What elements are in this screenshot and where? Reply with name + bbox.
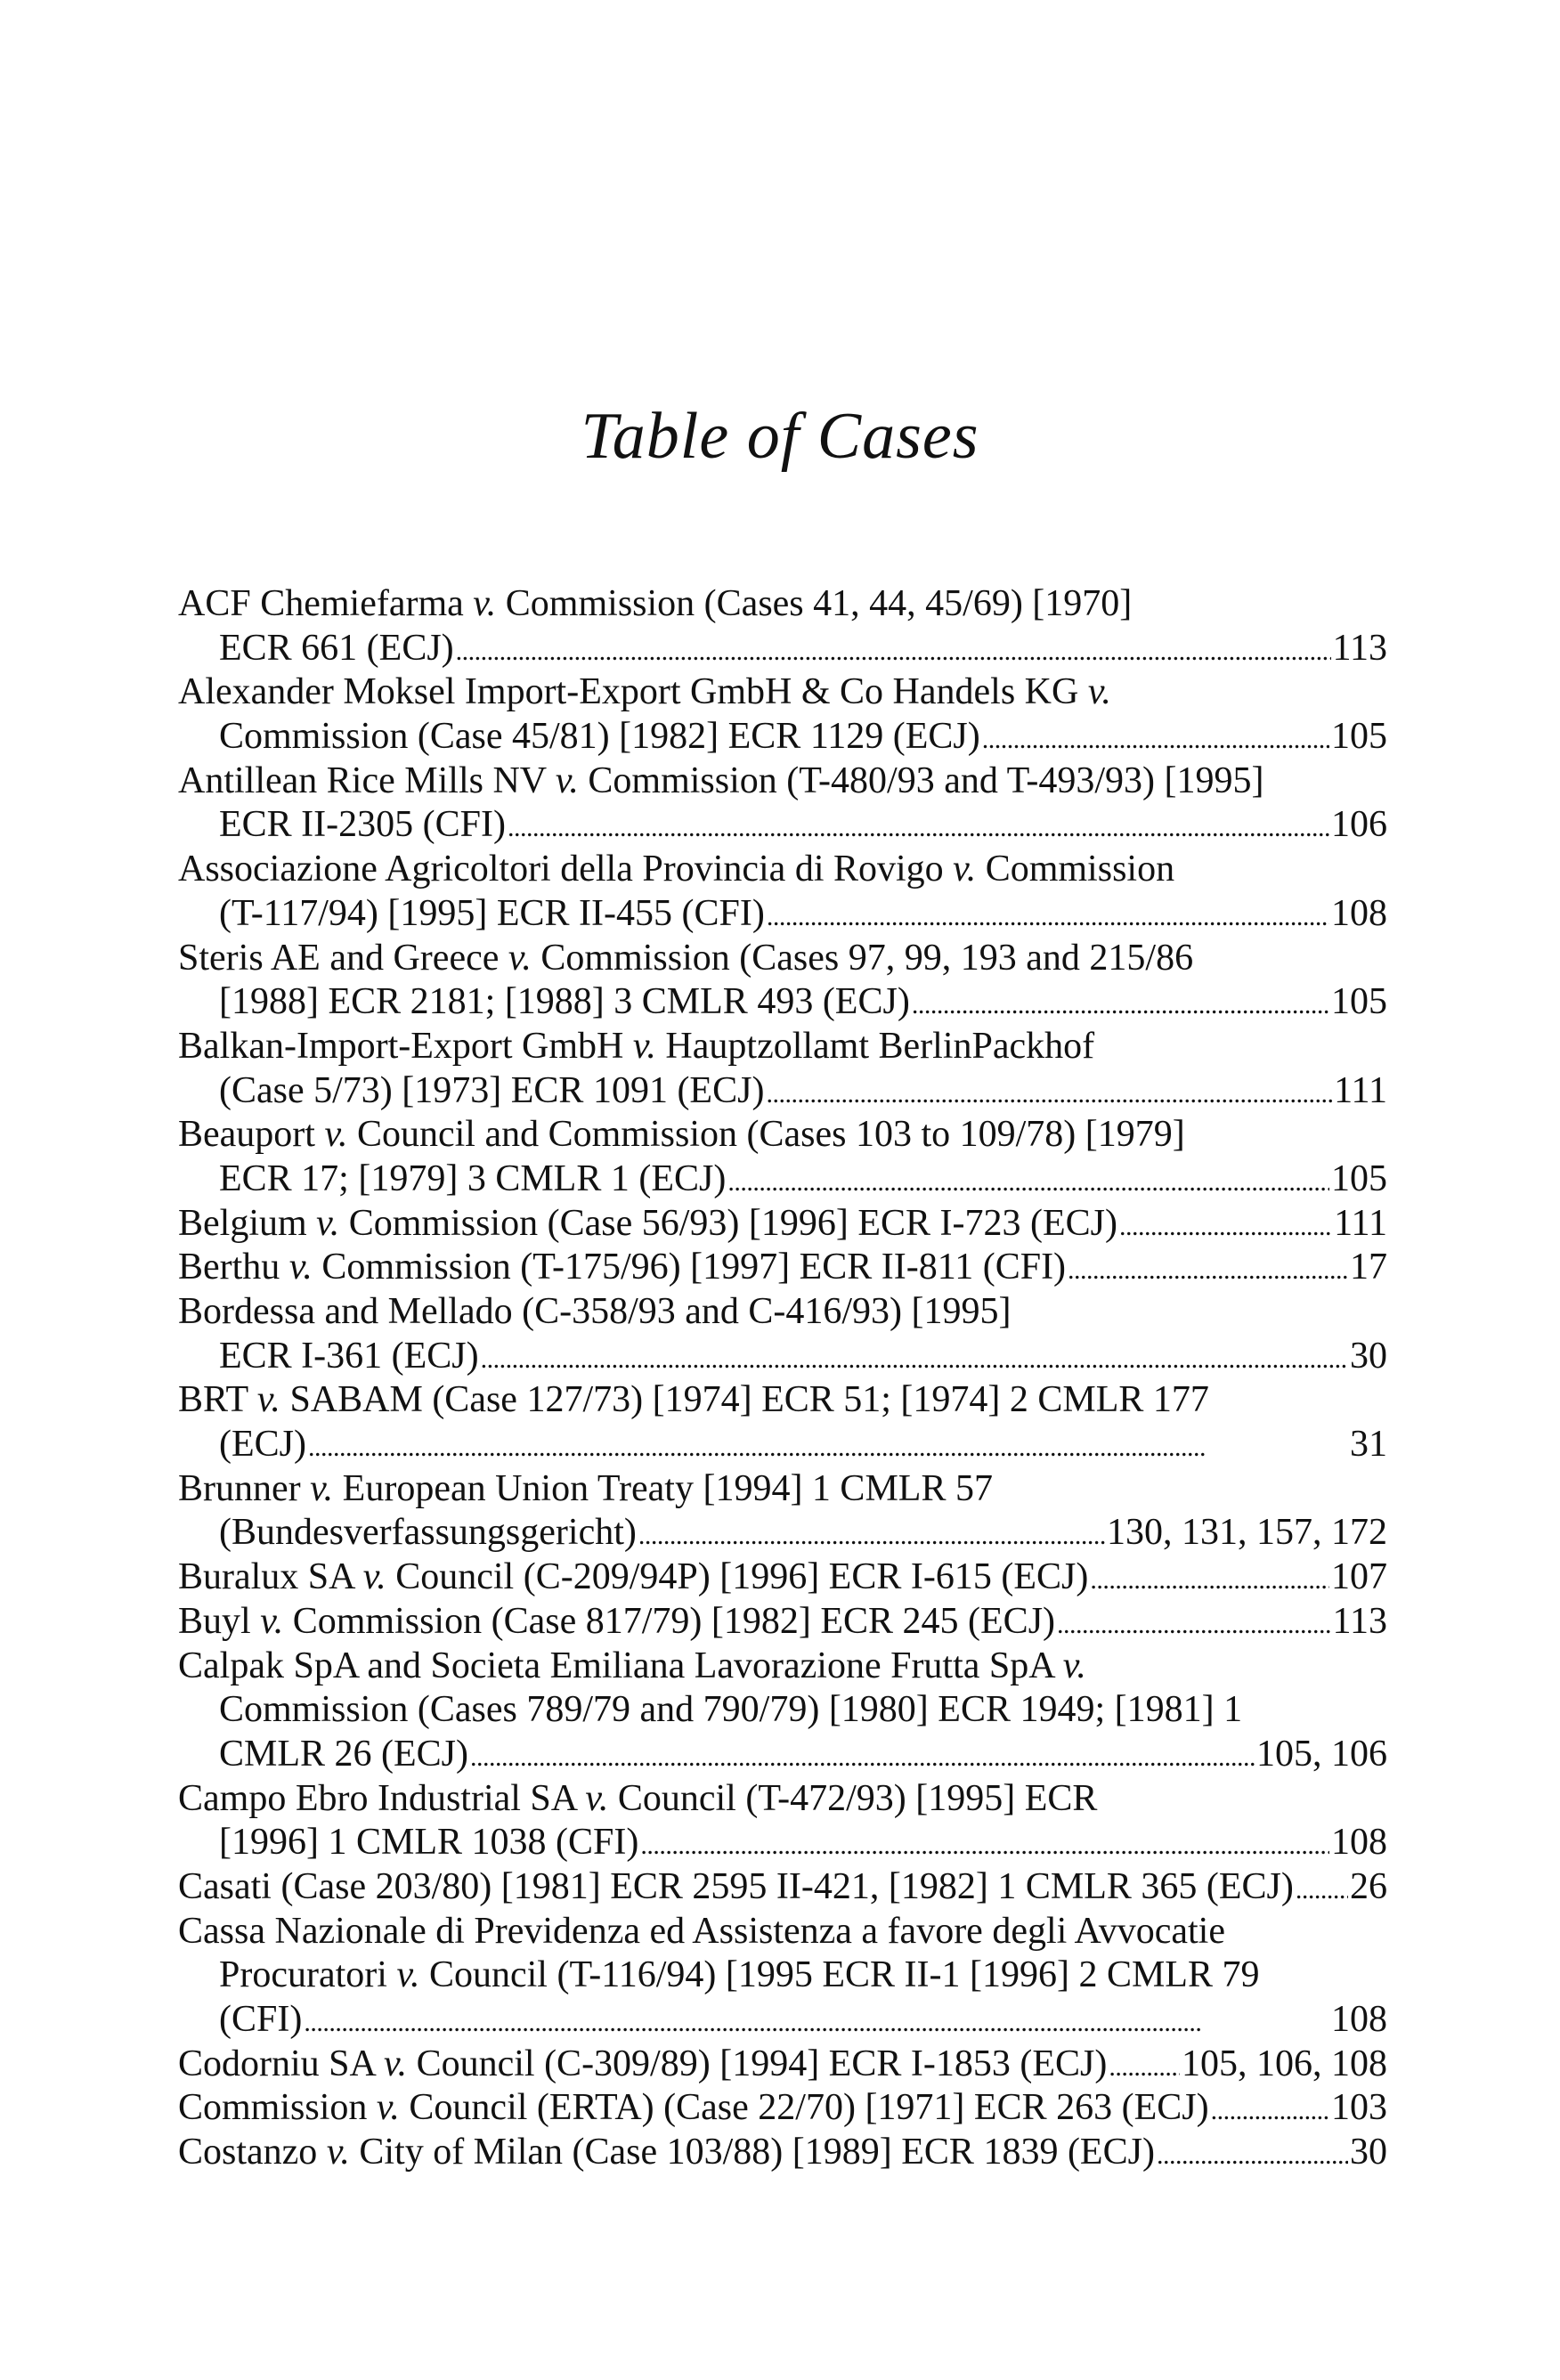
case-citation-text: (ECJ) bbox=[219, 1424, 306, 1466]
case-entry-continuation-line bbox=[178, 1335, 1387, 1379]
case-citation-text: Brunner v. European Union Treaty [1994] 1 CMLR 57 bbox=[178, 1467, 993, 1509]
case-citation-text: Berthu v. Commission (T-175/96) [1997] ECR II-811 (CFI) bbox=[178, 1247, 1067, 1288]
case-entry bbox=[178, 582, 1387, 670]
dot-leader bbox=[638, 1511, 1105, 1556]
case-entry-first-line bbox=[178, 1556, 1387, 1600]
dot-leader bbox=[304, 1998, 1329, 2043]
case-entry bbox=[178, 2043, 1387, 2087]
case-citation-text: Buralux SA v. Council (C-209/94P) [1996] ECR I-615 (ECJ) bbox=[178, 1556, 1089, 1598]
page-reference: 111 bbox=[1334, 1069, 1387, 1111]
dot-leader bbox=[456, 627, 1331, 671]
case-citation-text: Commission (Case 45/81) [1982] ECR 1129 (ECJ) bbox=[219, 716, 980, 758]
case-entry-first-line bbox=[178, 1865, 1387, 1910]
dot-leader bbox=[508, 803, 1329, 848]
case-entry bbox=[178, 1910, 1387, 2043]
case-entry-first-line bbox=[178, 1645, 1387, 1689]
dot-leader bbox=[912, 980, 1329, 1025]
page-reference: 17 bbox=[1350, 1247, 1387, 1288]
page-reference: 130, 131, 157, 172 bbox=[1107, 1512, 1387, 1554]
case-entry-first-line bbox=[178, 1202, 1387, 1247]
dot-leader bbox=[1109, 2043, 1180, 2087]
page-reference: 105, 106 bbox=[1256, 1733, 1387, 1775]
case-citation-text: Steris AE and Greece v. Commission (Cases 97, 99, 193 and 215/86 bbox=[178, 937, 1194, 979]
case-citation-text: Associazione Agricoltori della Provincia di Rovigo v. Commission bbox=[178, 849, 1175, 890]
case-citation-text: Alexander Moksel Import-Export GmbH & Co Handels KG v. bbox=[178, 671, 1111, 713]
case-entry bbox=[178, 2086, 1387, 2131]
dot-leader bbox=[1068, 1246, 1348, 1290]
case-entry-first-line bbox=[178, 582, 1387, 627]
case-citation-text: Costanzo v. City of Milan (Case 103/88) [1989] ECR 1839 (ECJ) bbox=[178, 2132, 1155, 2173]
case-entry-first-line bbox=[178, 1290, 1387, 1335]
page-reference: 105 bbox=[1331, 981, 1387, 1023]
case-entry bbox=[178, 1202, 1387, 1247]
case-citation-text: Bordessa and Mellado (C-358/93 and C-416/93) [1995] bbox=[178, 1291, 1012, 1332]
case-citation-text: Cassa Nazionale di Previdenza ed Assistenza a favore degli Avvocatie bbox=[178, 1910, 1225, 1952]
case-entry-continuation-line bbox=[178, 1069, 1387, 1114]
case-entry-first-line bbox=[178, 1910, 1387, 1954]
page-reference: 103 bbox=[1331, 2087, 1387, 2129]
dot-leader bbox=[767, 892, 1329, 937]
dot-leader bbox=[982, 715, 1329, 759]
dot-leader bbox=[1157, 2131, 1348, 2175]
dot-leader bbox=[1119, 1202, 1332, 1247]
case-entry-continuation-line bbox=[178, 1158, 1387, 1202]
dot-leader bbox=[1211, 2086, 1329, 2131]
case-citation-text: Campo Ebro Industrial SA v. Council (T-472/93) [1995] ECR bbox=[178, 1777, 1098, 1819]
case-citation-text: ACF Chemiefarma v. Commission (Cases 41, 44, 45/69) [1970] bbox=[178, 583, 1133, 624]
page-reference: 26 bbox=[1350, 1865, 1387, 1907]
page-title: Table of Cases bbox=[581, 400, 979, 473]
case-citation-text: [1988] ECR 2181; [1988] 3 CMLR 493 (ECJ) bbox=[219, 981, 910, 1023]
case-citation-text: [1996] 1 CMLR 1038 (CFI) bbox=[219, 1822, 639, 1864]
case-entry-continuation-line bbox=[178, 1511, 1387, 1556]
case-entry-continuation-line bbox=[178, 1998, 1387, 2043]
table-of-cases-list bbox=[178, 582, 1387, 2175]
case-entry-continuation-line bbox=[178, 1733, 1387, 1777]
case-citation-text: BRT v. SABAM (Case 127/73) [1974] ECR 51; [1974] 2 CMLR 177 bbox=[178, 1379, 1209, 1421]
case-citation-text: (Case 5/73) [1973] ECR 1091 (ECJ) bbox=[219, 1069, 765, 1111]
page-reference: 105 bbox=[1331, 1158, 1387, 1199]
case-entry-first-line bbox=[178, 848, 1387, 892]
dot-leader bbox=[640, 1821, 1329, 1865]
page-reference: 108 bbox=[1331, 892, 1387, 934]
case-entry-first-line bbox=[178, 1378, 1387, 1423]
page-reference: 105, 106, 108 bbox=[1182, 2043, 1387, 2084]
page-reference: 111 bbox=[1334, 1202, 1387, 1244]
case-entry bbox=[178, 759, 1387, 848]
case-citation-text: Codorniu SA v. Council (C-309/89) [1994] ECR I-1853 (ECJ) bbox=[178, 2043, 1108, 2084]
dot-leader bbox=[1057, 1600, 1331, 1645]
case-entry-first-line bbox=[178, 670, 1387, 715]
page-reference: 105 bbox=[1331, 716, 1387, 758]
case-entry-first-line bbox=[178, 937, 1387, 981]
case-citation-text: Beauport v. Council and Commission (Cases 103 to 109/78) [1979] bbox=[178, 1114, 1185, 1156]
case-citation-text: Balkan-Import-Export GmbH v. Hauptzollamt BerlinPackhof bbox=[178, 1025, 1095, 1067]
case-entry bbox=[178, 1246, 1387, 1290]
case-entry-first-line bbox=[178, 1600, 1387, 1645]
case-citation-text: Commission (Cases 789/79 and 790/79) [1980] ECR 1949; [1981] 1 bbox=[219, 1689, 1243, 1731]
case-citation-text: ECR II-2305 (CFI) bbox=[219, 804, 506, 846]
page-reference: 108 bbox=[1331, 1999, 1387, 2040]
case-entry-first-line bbox=[178, 1113, 1387, 1158]
case-citation-text: CMLR 26 (ECJ) bbox=[219, 1733, 469, 1775]
case-entry bbox=[178, 670, 1387, 759]
case-entry bbox=[178, 848, 1387, 936]
case-entry-first-line bbox=[178, 2131, 1387, 2175]
case-citation-text: Belgium v. Commission (Case 56/93) [1996] ECR I-723 (ECJ) bbox=[178, 1202, 1117, 1244]
dot-leader bbox=[1090, 1556, 1329, 1600]
case-entry-continuation-line bbox=[178, 1821, 1387, 1865]
case-citation-text: ECR 17; [1979] 3 CMLR 1 (ECJ) bbox=[219, 1158, 727, 1199]
case-entry bbox=[178, 1865, 1387, 1910]
case-citation-text: Antillean Rice Mills NV v. Commission (T-480/93 and T-493/93) [1995] bbox=[178, 759, 1264, 801]
case-citation-text: Calpak SpA and Societa Emiliana Lavorazione Frutta SpA v. bbox=[178, 1645, 1086, 1686]
case-citation-text: Casati (Case 203/80) [1981] ECR 2595 II-421, [1982] 1 CMLR 365 (ECJ) bbox=[178, 1865, 1294, 1907]
case-citation-text: Procuratori v. Council (T-116/94) [1995 ECR II-1 [1996] 2 CMLR 79 bbox=[219, 1954, 1260, 1996]
page-reference: 113 bbox=[1332, 627, 1387, 669]
case-entry bbox=[178, 937, 1387, 1025]
case-entry bbox=[178, 1600, 1387, 1645]
case-entry-continuation-line bbox=[178, 715, 1387, 759]
dot-leader bbox=[1296, 1865, 1348, 1910]
case-entry-first-line bbox=[178, 759, 1387, 804]
case-entry-continuation-line bbox=[178, 803, 1387, 848]
case-citation-text: Commission v. Council (ERTA) (Case 22/70) [1971] ECR 263 (ECJ) bbox=[178, 2087, 1209, 2129]
case-entry bbox=[178, 1467, 1387, 1556]
case-citation-text: (CFI) bbox=[219, 1999, 303, 2040]
page-reference: 108 bbox=[1331, 1822, 1387, 1864]
dot-leader bbox=[308, 1423, 1348, 1467]
case-entry bbox=[178, 1290, 1387, 1378]
case-entry bbox=[178, 1645, 1387, 1777]
dot-leader bbox=[727, 1158, 1329, 1202]
case-citation-text: ECR I-361 (ECJ) bbox=[219, 1335, 479, 1377]
case-entry-first-line bbox=[178, 2086, 1387, 2131]
dot-leader bbox=[470, 1733, 1255, 1777]
case-entry bbox=[178, 1777, 1387, 1865]
page-reference: 30 bbox=[1350, 2132, 1387, 2173]
case-entry-first-line bbox=[178, 1467, 1387, 1512]
case-entry-continuation-line bbox=[178, 1954, 1387, 1998]
case-entry-first-line bbox=[178, 2043, 1387, 2087]
case-entry bbox=[178, 1113, 1387, 1201]
case-entry-continuation-line bbox=[178, 892, 1387, 937]
page-reference: 107 bbox=[1331, 1556, 1387, 1598]
case-citation-text: (T-117/94) [1995] ECR II-455 (CFI) bbox=[219, 892, 765, 934]
case-entry bbox=[178, 2131, 1387, 2175]
dot-leader bbox=[481, 1335, 1348, 1379]
case-citation-text: ECR 661 (ECJ) bbox=[219, 627, 454, 669]
dot-leader bbox=[766, 1069, 1332, 1114]
case-entry-first-line bbox=[178, 1246, 1387, 1290]
case-citation-text: Buyl v. Commission (Case 817/79) [1982] ECR 245 (ECJ) bbox=[178, 1600, 1056, 1642]
case-entry-continuation-line bbox=[178, 627, 1387, 671]
case-entry-continuation-line bbox=[178, 1688, 1387, 1733]
case-entry-first-line bbox=[178, 1777, 1387, 1822]
case-entry-continuation-line bbox=[178, 980, 1387, 1025]
case-entry bbox=[178, 1025, 1387, 1113]
page-reference: 113 bbox=[1332, 1600, 1387, 1642]
page-reference: 31 bbox=[1350, 1424, 1387, 1466]
case-entry-first-line bbox=[178, 1025, 1387, 1069]
case-citation-text: (Bundesverfassungsgericht) bbox=[219, 1512, 637, 1554]
page-reference: 106 bbox=[1331, 804, 1387, 846]
case-entry-continuation-line bbox=[178, 1423, 1387, 1467]
case-entry bbox=[178, 1556, 1387, 1600]
page-reference: 30 bbox=[1350, 1335, 1387, 1377]
case-entry bbox=[178, 1378, 1387, 1466]
